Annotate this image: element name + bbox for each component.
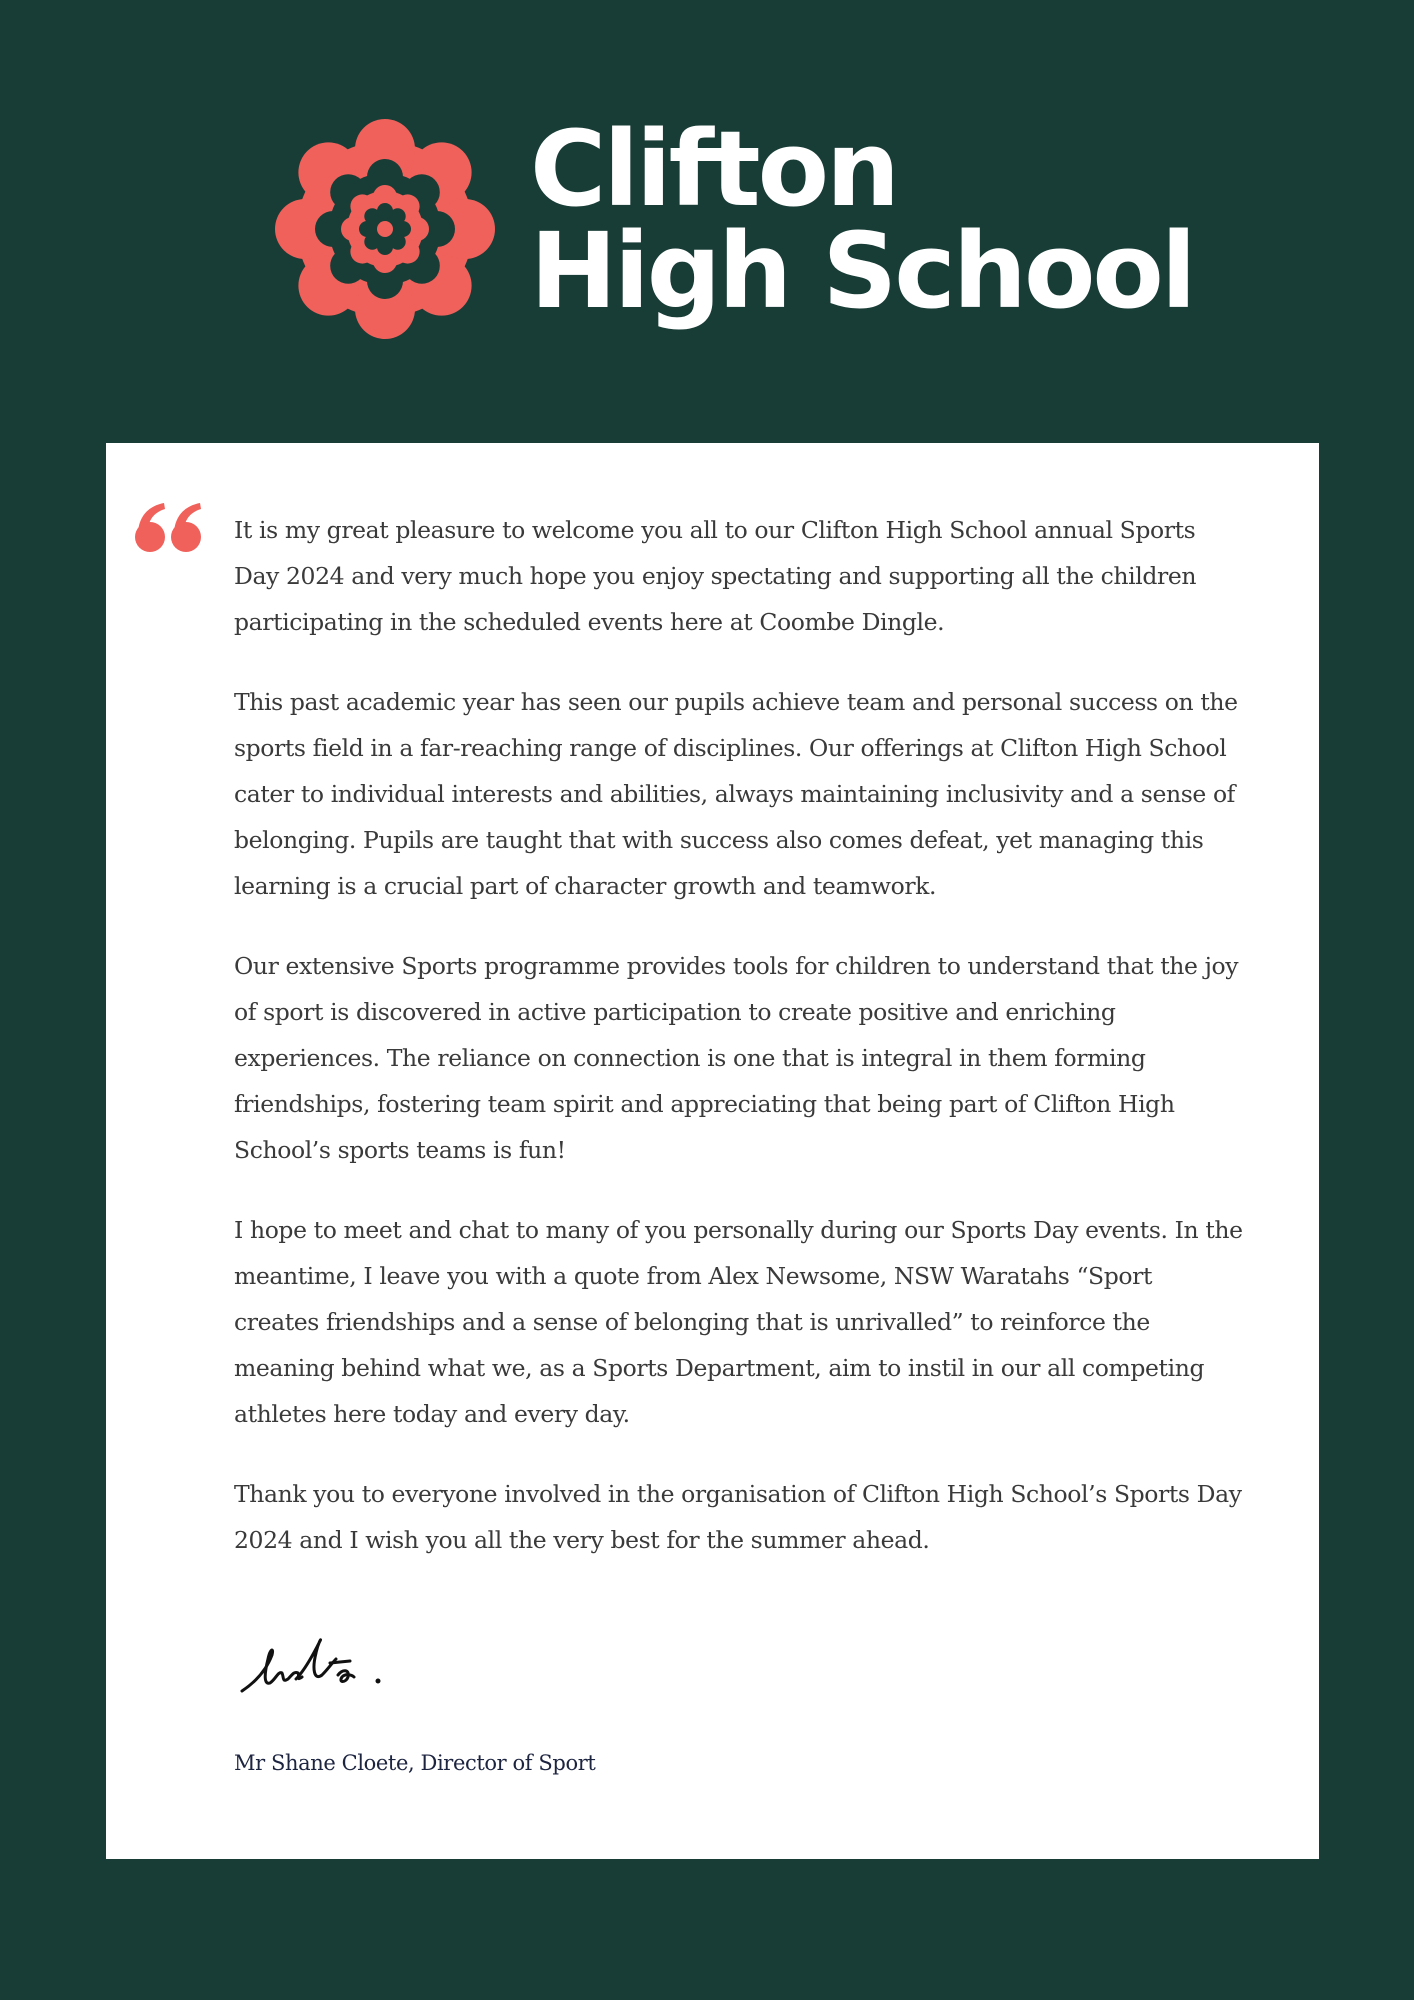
welcome-letter-card	[106, 443, 1319, 1859]
letter-paragraph-2: This past academic year has seen our pupils achieve team and personal success on the sports field in a far-reaching range of disciplines. Our offerings at Clifton High School cater to individual interests and abilities, always maintaining inclusivity and a sense of belonging. Pupils are taught that with success also comes defeat, yet managing this learning is a crucial part of character growth and teamwork.	[234, 688, 1238, 900]
school-name-line-2: High School	[530, 210, 1194, 332]
open-quote-icon	[134, 501, 204, 553]
letter-paragraph-4: I hope to meet and chat to many of you personally during our Sports Day events. In the meantime, I leave you with a quote from Alex Newsome, NSW Waratahs “Sport creates friendships and a sense of belonging that is unrivalled” to reinforce the meaning behind what we, as a Sports Department, aim to instil in our all competing athletes here today and every day.	[234, 1216, 1243, 1428]
letter-paragraph-5: Thank you to everyone involved in the organisation of Clifton High School’s Sports Day 2024 and I wish you all the very best for the summer ahead.	[234, 1480, 1242, 1554]
letter-paragraph-1: It is my great pleasure to welcome you all to our Clifton High School annual Sports Day 2024 and very much hope you enjoy spectating and supporting all the children participating in the scheduled events here at Coombe Dingle.	[234, 516, 1197, 636]
letter-body	[234, 507, 1244, 1597]
flower-rosette-icon	[268, 118, 502, 340]
handwritten-signature-icon	[234, 1633, 394, 1705]
school-name	[530, 108, 1194, 332]
school-header	[0, 0, 1414, 440]
school-name-line-1: Clifton	[530, 108, 898, 230]
letter-signoff: Mr Shane Cloete, Director of Sport	[234, 1751, 596, 1775]
letter-paragraph-3: Our extensive Sports programme provides tools for children to understand that the joy of sport is discovered in active participation to create positive and enriching experiences. The reliance on connection is one that is integral in them forming friendships, fostering team spirit and appreciating that being part of Clifton High School’s sports teams is fun!	[234, 952, 1239, 1164]
